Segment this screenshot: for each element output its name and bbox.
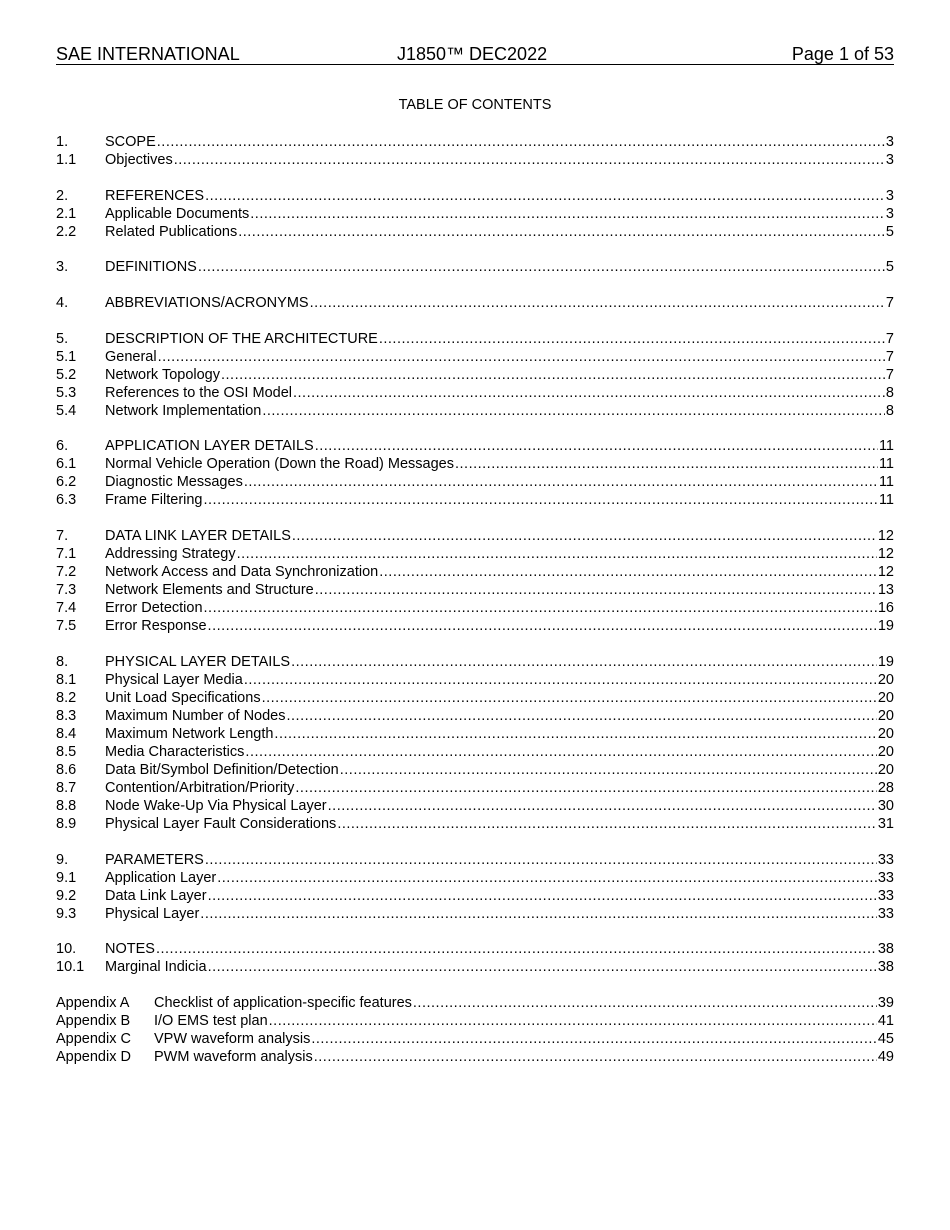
toc-dot-leader bbox=[291, 653, 877, 671]
toc-entry-title: DESCRIPTION OF THE ARCHITECTURE bbox=[105, 330, 378, 347]
toc-entry-page: 12 bbox=[877, 564, 894, 581]
toc-entry[interactable] bbox=[56, 581, 894, 599]
toc-entry-page: 7 bbox=[885, 330, 894, 347]
toc-entry-page: 3 bbox=[885, 152, 894, 168]
toc-entry-page: 8 bbox=[885, 402, 894, 419]
toc-entry[interactable] bbox=[56, 455, 894, 473]
toc-entry-number: 6. bbox=[56, 438, 69, 455]
toc-entry-title: PARAMETERS bbox=[105, 851, 204, 868]
toc-entry[interactable] bbox=[56, 366, 894, 384]
toc-entry-title: Unit Load Specifications bbox=[105, 689, 261, 706]
toc-entry-number: 9.3 bbox=[56, 905, 77, 922]
toc-entry-page: 20 bbox=[877, 761, 894, 778]
toc-entry[interactable] bbox=[56, 258, 894, 276]
toc-dot-leader bbox=[156, 940, 877, 958]
toc-dot-leader bbox=[293, 384, 885, 402]
toc-entry-title: Objectives bbox=[105, 152, 173, 168]
toc-entry[interactable] bbox=[56, 330, 894, 348]
toc-entry[interactable] bbox=[56, 563, 894, 581]
toc-entry-number: 1. bbox=[56, 134, 69, 150]
toc-entry-number: 8.3 bbox=[56, 707, 77, 724]
toc-dot-leader bbox=[311, 1030, 877, 1048]
toc-entry-title: Diagnostic Messages bbox=[105, 474, 243, 491]
toc-entry-number: 10.1 bbox=[56, 959, 85, 976]
toc-dot-leader bbox=[455, 455, 878, 473]
toc-entry-title: PHYSICAL LAYER DETAILS bbox=[105, 653, 291, 670]
toc-dot-leader bbox=[174, 151, 885, 169]
toc-dot-leader bbox=[157, 133, 885, 151]
toc-entry-title: Frame Filtering bbox=[105, 492, 203, 509]
toc-dot-leader bbox=[244, 473, 878, 491]
toc-entry-page: 19 bbox=[877, 618, 894, 635]
toc-dot-leader bbox=[287, 707, 877, 725]
toc-entry[interactable] bbox=[56, 473, 894, 491]
toc-entry[interactable] bbox=[56, 527, 894, 545]
page-header bbox=[56, 44, 894, 65]
toc-section-group bbox=[56, 294, 894, 312]
toc-entry-title: Maximum Network Length bbox=[105, 725, 274, 742]
toc-entry[interactable] bbox=[56, 940, 894, 958]
toc-entry[interactable] bbox=[56, 617, 894, 635]
toc-entry-page: 3 bbox=[885, 187, 894, 204]
toc-entry-page: 7 bbox=[885, 295, 894, 312]
toc-dot-leader bbox=[245, 743, 876, 761]
toc-entry[interactable] bbox=[56, 689, 894, 707]
toc-entry-title: Related Publications bbox=[105, 223, 238, 240]
toc-entry-title: VPW waveform analysis bbox=[154, 1030, 311, 1047]
toc-entry-title: Checklist of application-specific features bbox=[154, 994, 412, 1011]
toc-entry[interactable] bbox=[56, 599, 894, 617]
toc-entry-number: 8.4 bbox=[56, 725, 77, 742]
toc-entry-number: 8.5 bbox=[56, 743, 77, 760]
toc-entry-title: SCOPE bbox=[105, 134, 156, 150]
toc-entry-page: 33 bbox=[877, 905, 894, 922]
toc-entry-title: DEFINITIONS bbox=[105, 259, 197, 276]
toc-entry-title: Maximum Number of Nodes bbox=[105, 707, 286, 724]
toc-entry-title: Network Elements and Structure bbox=[105, 582, 314, 599]
toc-entry[interactable] bbox=[56, 437, 894, 455]
toc-entry-title: General bbox=[105, 348, 157, 365]
toc-entry-title: APPLICATION LAYER DETAILS bbox=[105, 438, 314, 455]
toc-dot-leader bbox=[379, 330, 885, 348]
toc-entry[interactable] bbox=[56, 887, 894, 905]
toc-entry-page: 33 bbox=[877, 851, 894, 868]
toc-entry-title: Application Layer bbox=[105, 869, 217, 886]
toc-dot-leader bbox=[337, 815, 877, 833]
toc-entry-page: 16 bbox=[877, 600, 894, 617]
toc-dot-leader bbox=[340, 761, 877, 779]
toc-entry[interactable] bbox=[56, 294, 894, 312]
toc-entry-number: 9.1 bbox=[56, 869, 77, 886]
toc-entry-number: Appendix A bbox=[56, 994, 130, 1011]
toc-entry-title: PWM waveform analysis bbox=[154, 1048, 313, 1065]
toc-entry-page: 31 bbox=[877, 815, 894, 832]
toc-section-group bbox=[56, 527, 894, 635]
toc-entry-number: 7.3 bbox=[56, 582, 77, 599]
toc-dot-leader bbox=[238, 223, 885, 241]
toc-entry-title: ABBREVIATIONS/ACRONYMS bbox=[105, 295, 309, 312]
toc-entry[interactable] bbox=[56, 545, 894, 563]
toc-entry-number: 2.1 bbox=[56, 205, 77, 222]
toc-entry-page: 19 bbox=[877, 653, 894, 670]
toc-entry-title: Error Detection bbox=[105, 600, 203, 617]
toc-entry[interactable] bbox=[56, 779, 894, 797]
toc-entry-page: 28 bbox=[877, 779, 894, 796]
toc-entry-page: 11 bbox=[878, 474, 894, 491]
toc-section-group bbox=[56, 653, 894, 833]
toc-entry[interactable] bbox=[56, 958, 894, 976]
toc-dot-leader bbox=[292, 527, 877, 545]
toc-entry-page: 11 bbox=[878, 492, 894, 509]
toc-entry-title: Data Link Layer bbox=[105, 887, 207, 904]
toc-dot-leader bbox=[205, 851, 877, 869]
toc-entry-title: Error Response bbox=[105, 618, 207, 635]
toc-entry[interactable] bbox=[56, 815, 894, 833]
toc-entry-title: NOTES bbox=[105, 941, 155, 958]
toc-dot-leader bbox=[250, 205, 885, 223]
toc-dot-leader bbox=[379, 563, 877, 581]
toc-entry[interactable] bbox=[56, 851, 894, 869]
toc-entry[interactable] bbox=[56, 384, 894, 402]
toc-entry-page: 13 bbox=[877, 582, 894, 599]
toc-dot-leader bbox=[204, 491, 878, 509]
toc-entry-number: 8.1 bbox=[56, 671, 77, 688]
toc-entry[interactable] bbox=[56, 707, 894, 725]
toc-entry-page: 20 bbox=[877, 689, 894, 706]
toc-entry[interactable] bbox=[56, 348, 894, 366]
toc-entry-page: 49 bbox=[877, 1048, 894, 1065]
toc-dot-leader bbox=[314, 1048, 877, 1066]
toc-entry-number: 7.4 bbox=[56, 600, 77, 617]
toc-dot-leader bbox=[328, 797, 877, 815]
toc-entry-page: 11 bbox=[878, 438, 894, 455]
toc-section-group bbox=[56, 258, 894, 276]
toc-dot-leader bbox=[208, 958, 877, 976]
toc-entry-number: Appendix C bbox=[56, 1030, 131, 1047]
toc-entry-title: I/O EMS test plan bbox=[154, 1012, 268, 1029]
toc-entry-page: 30 bbox=[877, 797, 894, 814]
toc-entry[interactable] bbox=[56, 869, 894, 887]
toc-entry-page: 20 bbox=[877, 725, 894, 742]
toc-dot-leader bbox=[221, 366, 885, 384]
toc-entry-number: 10. bbox=[56, 941, 77, 958]
toc-entry-number: 9.2 bbox=[56, 887, 77, 904]
toc-entry-number: 8.9 bbox=[56, 815, 77, 832]
header-page-number: Page 1 of 53 bbox=[791, 44, 894, 64]
toc-title: TABLE OF CONTENTS bbox=[398, 97, 552, 113]
toc-dot-leader bbox=[158, 348, 885, 366]
toc-entry[interactable] bbox=[56, 743, 894, 761]
toc-entry[interactable] bbox=[56, 1012, 894, 1030]
toc-entry-title: REFERENCES bbox=[105, 187, 205, 204]
toc-entry-title: DATA LINK LAYER DETAILS bbox=[105, 528, 291, 545]
toc-entry[interactable] bbox=[56, 151, 894, 169]
toc-dot-leader bbox=[315, 437, 878, 455]
toc-entry-number: 6.2 bbox=[56, 474, 77, 491]
toc-dot-leader bbox=[208, 887, 877, 905]
toc-entry-number: 2.2 bbox=[56, 223, 77, 240]
toc-entry-number: 8.6 bbox=[56, 761, 77, 778]
toc-entry-number: 5.2 bbox=[56, 366, 77, 383]
toc-entry-number: 5.1 bbox=[56, 348, 77, 365]
toc-entry-number: 8.7 bbox=[56, 779, 77, 796]
toc-entry-number: 3. bbox=[56, 259, 69, 276]
toc-entry[interactable] bbox=[56, 187, 894, 205]
toc-section-group bbox=[56, 133, 894, 169]
toc-entry-title: Addressing Strategy bbox=[105, 546, 236, 563]
toc-entry-number: 7.2 bbox=[56, 564, 77, 581]
toc-entry-page: 20 bbox=[877, 707, 894, 724]
toc-entry-page: 8 bbox=[885, 384, 894, 401]
toc-entry-title: Media Characteristics bbox=[105, 743, 245, 760]
toc-dot-leader bbox=[200, 905, 877, 923]
toc-entry[interactable] bbox=[56, 491, 894, 509]
toc-dot-leader bbox=[217, 869, 877, 887]
toc-dot-leader bbox=[204, 599, 877, 617]
toc-entry-number: 8. bbox=[56, 653, 69, 670]
toc-entry[interactable] bbox=[56, 653, 894, 671]
toc-entry-page: 38 bbox=[877, 959, 894, 976]
toc-entry-page: 33 bbox=[877, 869, 894, 886]
toc-dot-leader bbox=[295, 779, 876, 797]
toc-dot-leader bbox=[205, 187, 885, 205]
header-doc-id: J1850™ DEC2022 bbox=[397, 44, 548, 64]
toc-entry-page: 33 bbox=[877, 887, 894, 904]
toc-entry-title: Applicable Documents bbox=[105, 205, 250, 222]
toc-dot-leader bbox=[244, 671, 877, 689]
toc-entry-page: 12 bbox=[877, 546, 894, 563]
toc-entry-title: References to the OSI Model bbox=[105, 384, 292, 401]
toc-entry[interactable] bbox=[56, 994, 894, 1012]
toc-entry-page: 7 bbox=[885, 348, 894, 365]
toc-entry-number: 5.3 bbox=[56, 384, 77, 401]
toc-entry[interactable] bbox=[56, 725, 894, 743]
toc-dot-leader bbox=[274, 725, 876, 743]
toc-entry-title: Node Wake-Up Via Physical Layer bbox=[105, 797, 327, 814]
toc-entry-page: 45 bbox=[877, 1030, 894, 1047]
toc-entry[interactable] bbox=[56, 205, 894, 223]
toc-entry-page: 3 bbox=[885, 205, 894, 222]
toc-entry[interactable] bbox=[56, 761, 894, 779]
toc-section-group bbox=[56, 437, 894, 509]
toc-entry-title: Physical Layer bbox=[105, 905, 200, 922]
toc-section-group bbox=[56, 940, 894, 976]
toc-entry-number: 2. bbox=[56, 187, 69, 204]
toc-entry-title: Network Access and Data Synchronization bbox=[105, 564, 379, 581]
toc-entry-title: Contention/Arbitration/Priority bbox=[105, 779, 295, 796]
toc-entry-number: 1.1 bbox=[56, 152, 77, 168]
toc-dot-leader bbox=[262, 689, 877, 707]
toc-dot-leader bbox=[269, 1012, 877, 1030]
toc-entry-page: 38 bbox=[877, 941, 894, 958]
toc-entry-number: 7.1 bbox=[56, 546, 77, 563]
toc-entry-number: Appendix D bbox=[56, 1048, 131, 1065]
toc-entry-title: Marginal Indicia bbox=[105, 959, 207, 976]
toc-entry-number: 5.4 bbox=[56, 402, 77, 419]
toc-entry-page: 39 bbox=[877, 994, 894, 1011]
toc-entry[interactable] bbox=[56, 223, 894, 241]
toc-entry[interactable] bbox=[56, 133, 894, 151]
toc-entry[interactable] bbox=[56, 671, 894, 689]
toc-dot-leader bbox=[310, 294, 885, 312]
toc-entry-number: 9. bbox=[56, 851, 69, 868]
toc-entry[interactable] bbox=[56, 1048, 894, 1066]
toc-dot-leader bbox=[198, 258, 885, 276]
toc-entry-number: 7.5 bbox=[56, 618, 77, 635]
toc-entry-title: Normal Vehicle Operation (Down the Road) Messages bbox=[105, 456, 454, 473]
toc-entry-title: Physical Layer Fault Considerations bbox=[105, 815, 337, 832]
toc-entry-title: Data Bit/Symbol Definition/Detection bbox=[105, 761, 339, 778]
toc-entry-page: 20 bbox=[877, 671, 894, 688]
toc-entry-number: 6.3 bbox=[56, 492, 77, 509]
toc-section-group bbox=[56, 330, 894, 420]
toc-entry-page: 5 bbox=[885, 259, 894, 276]
toc-entry[interactable] bbox=[56, 1030, 894, 1048]
toc-dot-leader bbox=[262, 402, 885, 420]
toc-entry-title: Network Topology bbox=[105, 366, 220, 383]
toc-entry-page: 5 bbox=[885, 223, 894, 240]
table-of-contents bbox=[56, 133, 894, 1084]
toc-entry-number: 6.1 bbox=[56, 456, 77, 473]
toc-section-group bbox=[56, 994, 894, 1066]
toc-entry-number: 8.2 bbox=[56, 689, 77, 706]
toc-section-group bbox=[56, 187, 894, 241]
toc-entry-number: 5. bbox=[56, 330, 69, 347]
header-org: SAE INTERNATIONAL bbox=[56, 44, 240, 64]
toc-entry-title: Network Implementation bbox=[105, 402, 262, 419]
toc-entry-page: 20 bbox=[877, 743, 894, 760]
toc-entry-page: 3 bbox=[885, 134, 894, 150]
toc-entry-page: 12 bbox=[877, 528, 894, 545]
toc-dot-leader bbox=[413, 994, 877, 1012]
toc-section-group bbox=[56, 851, 894, 923]
toc-entry-page: 7 bbox=[885, 366, 894, 383]
toc-entry-number: 7. bbox=[56, 528, 69, 545]
toc-dot-leader bbox=[315, 581, 877, 599]
toc-dot-leader bbox=[237, 545, 877, 563]
toc-entry-number: Appendix B bbox=[56, 1012, 131, 1029]
toc-entry-title: Physical Layer Media bbox=[105, 671, 243, 688]
toc-entry-page: 41 bbox=[877, 1012, 894, 1029]
toc-entry[interactable] bbox=[56, 797, 894, 815]
toc-entry-number: 8.8 bbox=[56, 797, 77, 814]
toc-entry[interactable] bbox=[56, 905, 894, 923]
toc-entry-number: 4. bbox=[56, 295, 69, 312]
toc-dot-leader bbox=[208, 617, 877, 635]
toc-entry-page: 11 bbox=[878, 456, 894, 473]
toc-entry[interactable] bbox=[56, 402, 894, 420]
